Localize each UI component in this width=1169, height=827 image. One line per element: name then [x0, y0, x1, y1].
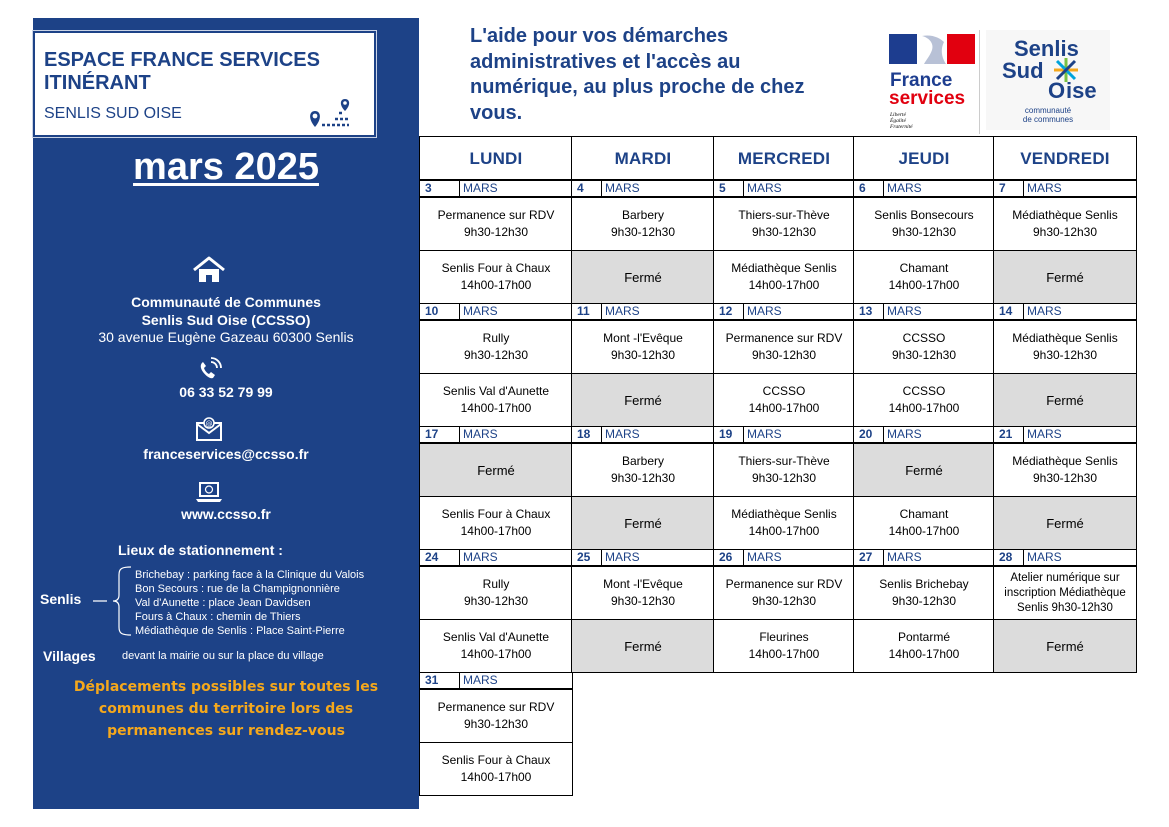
day-header: LUNDI: [419, 136, 573, 180]
villages-label: Villages: [43, 648, 96, 664]
closed-cell: [571, 250, 715, 304]
closed-label: Fermé: [624, 638, 662, 654]
slot-time: 14h00-17h00: [888, 401, 960, 415]
svg-text:Sud: [1002, 58, 1044, 83]
slot-place: Mont -l'Evêque: [603, 331, 683, 345]
slot-time: 9h30-12h30: [751, 225, 817, 239]
slot-time: 14h00-17h00: [460, 278, 532, 292]
slot-place: Chamant: [899, 261, 949, 275]
slot-place: Médiathèque Senlis: [731, 261, 837, 275]
day-header: MERCREDI: [713, 136, 855, 180]
date-number: 27: [853, 549, 884, 566]
slot-place: Senlis Val d'Aunette: [442, 630, 550, 644]
slot-place: Permanence sur RDV: [725, 577, 843, 591]
slot-cell: [853, 496, 995, 550]
france-services-word2: services: [889, 88, 966, 109]
date-number: 13: [853, 303, 884, 320]
date-month: MARS: [1023, 180, 1137, 197]
slot-place: Chamant: [899, 507, 949, 521]
slot-text: Senlis 9h30-12h30: [1017, 601, 1113, 614]
slot-cell: [571, 197, 715, 251]
slot-place: Rully: [482, 331, 510, 345]
org-name-line2: Senlis Sud Oise (CCSSO): [141, 312, 311, 328]
travel-note-line: Déplacements possibles sur toutes les: [73, 679, 379, 695]
slot-cell: [419, 566, 573, 620]
closed-label: Fermé: [1046, 515, 1084, 531]
slot-cell: [419, 320, 573, 374]
page-subtitle: SENLIS SUD OISE: [44, 105, 182, 122]
date-number: 10: [419, 303, 460, 320]
date-month: MARS: [743, 549, 855, 566]
slot-cell: [571, 443, 715, 497]
date-number: 5: [713, 180, 744, 197]
date-month: MARS: [459, 180, 573, 197]
list-item: Bon Secours : rue de la Champignonnière: [135, 583, 340, 595]
slot-cell: [713, 443, 855, 497]
slot-cell: [571, 566, 715, 620]
day-header: JEUDI: [853, 136, 995, 180]
slot-cell: [713, 250, 855, 304]
slot-cell: [853, 197, 995, 251]
slot-place: Senlis Val d'Aunette: [442, 384, 550, 398]
date-month: MARS: [743, 180, 855, 197]
senlis-label: Senlis: [40, 591, 82, 607]
svg-text:@: @: [205, 420, 213, 428]
ccsso-logo-sub2: de communes: [1022, 115, 1074, 124]
closed-label: Fermé: [624, 269, 662, 285]
page-title-line2: ITINÉRANT: [44, 72, 151, 94]
slot-cell: [993, 197, 1137, 251]
date-number: 14: [993, 303, 1024, 320]
slot-cell: [419, 689, 573, 743]
date-month: MARS: [601, 180, 715, 197]
closed-cell: [571, 373, 715, 427]
svg-text:O: [1048, 78, 1065, 103]
slot-place: Senlis Bonsecours: [874, 208, 974, 222]
day-header: VENDREDI: [993, 136, 1137, 180]
ccsso-logo-word1: Senlis: [1014, 36, 1079, 61]
closed-cell: [419, 443, 573, 497]
slot-cell: [853, 250, 995, 304]
slot-time: 9h30-12h30: [1032, 348, 1098, 362]
date-month: MARS: [459, 549, 573, 566]
slot-time: 14h00-17h00: [460, 524, 532, 538]
ccsso-logo: [986, 30, 1110, 130]
date-number: 11: [571, 303, 602, 320]
date-number: 20: [853, 426, 884, 443]
date-month: MARS: [601, 426, 715, 443]
date-number: 21: [993, 426, 1024, 443]
travel-note-line: communes du territoire lors des: [98, 701, 354, 717]
slot-cell: [419, 619, 573, 673]
slot-time: 9h30-12h30: [463, 717, 529, 731]
slot-place: Médiathèque Senlis: [731, 507, 837, 521]
title-box: [33, 31, 376, 137]
slot-cell: [419, 197, 573, 251]
date-month: MARS: [883, 426, 995, 443]
date-month: MARS: [1023, 549, 1137, 566]
tagline: L'aide pour vos démarches administratives et l'accès au numérique, au plus proche de chez vous.: [470, 25, 805, 124]
svg-text:ise: [1066, 78, 1097, 103]
ccsso-logo-letter-o: O: [1048, 78, 1066, 103]
slot-place: Barbery: [621, 454, 665, 468]
slot-time: 9h30-12h30: [610, 348, 676, 362]
slot-place: Pontarmé: [897, 630, 951, 644]
closed-label: Fermé: [624, 515, 662, 531]
slot-place: CCSSO: [902, 384, 946, 398]
closed-cell: [571, 619, 715, 673]
ccsso-logo-word3: ise: [1066, 78, 1097, 103]
closed-cell: [993, 619, 1137, 673]
slot-time: 9h30-12h30: [891, 348, 957, 362]
website-link[interactable]: www.ccsso.fr: [181, 506, 271, 522]
date-number: 6: [853, 180, 884, 197]
closed-cell: [993, 496, 1137, 550]
date-month: MARS: [883, 303, 995, 320]
closed-cell: [853, 443, 995, 497]
slot-place: Fleurines: [759, 630, 809, 644]
date-number: 18: [571, 426, 602, 443]
slot-time: 9h30-12h30: [751, 471, 817, 485]
date-month: MARS: [601, 549, 715, 566]
slot-cell: [993, 443, 1137, 497]
slot-cell: [713, 320, 855, 374]
villages-text: devant la mairie ou sur la place du village: [122, 650, 324, 662]
date-number: 25: [571, 549, 602, 566]
slot-time: 14h00-17h00: [748, 524, 820, 538]
slot-place: Senlis Four à Chaux: [441, 261, 551, 275]
date-month: MARS: [459, 426, 573, 443]
slot-cell: [853, 320, 995, 374]
date-month: MARS: [883, 180, 995, 197]
date-number: 28: [993, 549, 1024, 566]
slot-time: 14h00-17h00: [748, 278, 820, 292]
slot-place: Médiathèque Senlis: [1012, 208, 1118, 222]
email-icon: [191, 414, 227, 442]
date-number: 31: [419, 672, 460, 689]
ccsso-logo-sub1: communauté: [1024, 106, 1072, 115]
slot-cell: [571, 320, 715, 374]
closed-cell: [993, 250, 1137, 304]
slot-cell: [713, 619, 855, 673]
month-title: mars 2025: [133, 146, 319, 188]
page-title: ESPACE FRANCE SERVICES: [44, 49, 320, 71]
slot-cell: [419, 496, 573, 550]
slot-time: 9h30-12h30: [1032, 471, 1098, 485]
slot-cell: [713, 566, 855, 620]
date-number: 24: [419, 549, 460, 566]
slot-time: 9h30-12h30: [610, 594, 676, 608]
logo-divider: [979, 30, 980, 134]
org-name: Communauté de Communes: [131, 294, 321, 310]
slot-time: 14h00-17h00: [460, 401, 532, 415]
slot-cell: [713, 496, 855, 550]
slot-place: Rully: [482, 577, 510, 591]
slot-time: 14h00-17h00: [460, 647, 532, 661]
slot-text: Atelier numérique sur: [1010, 571, 1120, 584]
phone-icon: [191, 356, 227, 384]
slot-cell: [419, 250, 573, 304]
list-item: Médiathèque de Senlis : Place Saint-Pierre: [135, 625, 345, 637]
slot-place: CCSSO: [902, 331, 946, 345]
closed-label: Fermé: [624, 392, 662, 408]
closed-label: Fermé: [1046, 269, 1084, 285]
date-month: MARS: [1023, 426, 1137, 443]
slot-cell: [853, 566, 995, 620]
slot-time: 9h30-12h30: [610, 225, 676, 239]
slot-place: Mont -l'Evêque: [603, 577, 683, 591]
slot-cell: [419, 742, 573, 796]
slot-cell: [713, 197, 855, 251]
slot-time: 14h00-17h00: [888, 278, 960, 292]
date-month: MARS: [1023, 303, 1137, 320]
list-item: Fours à Chaux : chemin de Thiers: [135, 611, 301, 623]
org-address: 30 avenue Eugène Gazeau 60300 Senlis: [98, 329, 354, 345]
ccsso-logo-word2: Sud: [1002, 58, 1044, 83]
list-item: Val d'Aunette : place Jean Davidsen: [135, 597, 311, 609]
slot-time: 9h30-12h30: [610, 471, 676, 485]
slot-place: Thiers-sur-Thève: [738, 208, 830, 222]
travel-note-line: permanences sur rendez-vous: [107, 723, 345, 739]
france-services-word1: France: [890, 70, 953, 91]
slot-text: inscription Médiathèque: [1004, 586, 1126, 599]
motto-line: Fraternité: [890, 124, 913, 130]
slot-time: 9h30-12h30: [891, 225, 957, 239]
date-number: 12: [713, 303, 744, 320]
date-number: 4: [571, 180, 602, 197]
date-month: MARS: [459, 672, 573, 689]
slot-time: 9h30-12h30: [751, 594, 817, 608]
date-month: MARS: [743, 426, 855, 443]
home-icon: [191, 256, 227, 284]
slot-cell: [713, 373, 855, 427]
route-map-icon: [305, 97, 355, 131]
slot-time: 9h30-12h30: [463, 594, 529, 608]
closed-label: Fermé: [477, 462, 515, 478]
slot-cell: [993, 320, 1137, 374]
info-panel: [33, 18, 419, 809]
date-number: 17: [419, 426, 460, 443]
laptop-icon: [191, 478, 227, 506]
slot-cell: [853, 619, 995, 673]
slot-place: Permanence sur RDV: [437, 208, 555, 222]
closed-label: Fermé: [1046, 638, 1084, 654]
closed-label: Fermé: [905, 462, 943, 478]
closed-cell: [571, 496, 715, 550]
list-item: Brichebay : parking face à la Clinique du Valois: [135, 569, 365, 581]
slot-place: Senlis Four à Chaux: [441, 753, 551, 767]
date-month: MARS: [883, 549, 995, 566]
day-header: MARDI: [571, 136, 715, 180]
phone-number[interactable]: 06 33 52 79 99: [179, 384, 273, 400]
slot-place: Permanence sur RDV: [725, 331, 843, 345]
slot-time: 14h00-17h00: [748, 401, 820, 415]
slot-cell: [419, 373, 573, 427]
email-address[interactable]: franceservices@ccsso.fr: [143, 446, 309, 462]
slot-place: Permanence sur RDV: [437, 700, 555, 714]
date-number: 19: [713, 426, 744, 443]
parking-list: [135, 568, 364, 638]
date-number: 3: [419, 180, 460, 197]
slot-cell: [853, 373, 995, 427]
date-month: MARS: [743, 303, 855, 320]
slot-place: Senlis Brichebay: [879, 577, 969, 591]
slot-time: 14h00-17h00: [460, 770, 532, 784]
closed-label: Fermé: [1046, 392, 1084, 408]
slot-time: 9h30-12h30: [891, 594, 957, 608]
slot-place: Médiathèque Senlis: [1012, 454, 1118, 468]
date-month: MARS: [601, 303, 715, 320]
travel-note: [33, 676, 419, 742]
slot-place: Barbery: [621, 208, 665, 222]
slot-time: 9h30-12h30: [1032, 225, 1098, 239]
slot-time: 9h30-12h30: [751, 348, 817, 362]
slot-place: Thiers-sur-Thève: [738, 454, 830, 468]
slot-place: Médiathèque Senlis: [1012, 331, 1118, 345]
date-month: MARS: [459, 303, 573, 320]
date-number: 7: [993, 180, 1024, 197]
slot-time: 14h00-17h00: [888, 647, 960, 661]
france-services-logo: [886, 32, 978, 134]
slot-place: CCSSO: [762, 384, 806, 398]
slot-cell: [993, 566, 1137, 620]
slot-place: Senlis Four à Chaux: [441, 507, 551, 521]
slot-time: 9h30-12h30: [463, 348, 529, 362]
motto-line: Égalité: [890, 118, 906, 124]
parking-title: Lieux de stationnement :: [118, 542, 283, 558]
motto-line: Liberté: [890, 112, 906, 118]
slot-time: 14h00-17h00: [888, 524, 960, 538]
brace-icon: [91, 565, 131, 637]
slot-time: 14h00-17h00: [748, 647, 820, 661]
slot-time: 9h30-12h30: [463, 225, 529, 239]
closed-cell: [993, 373, 1137, 427]
date-number: 26: [713, 549, 744, 566]
